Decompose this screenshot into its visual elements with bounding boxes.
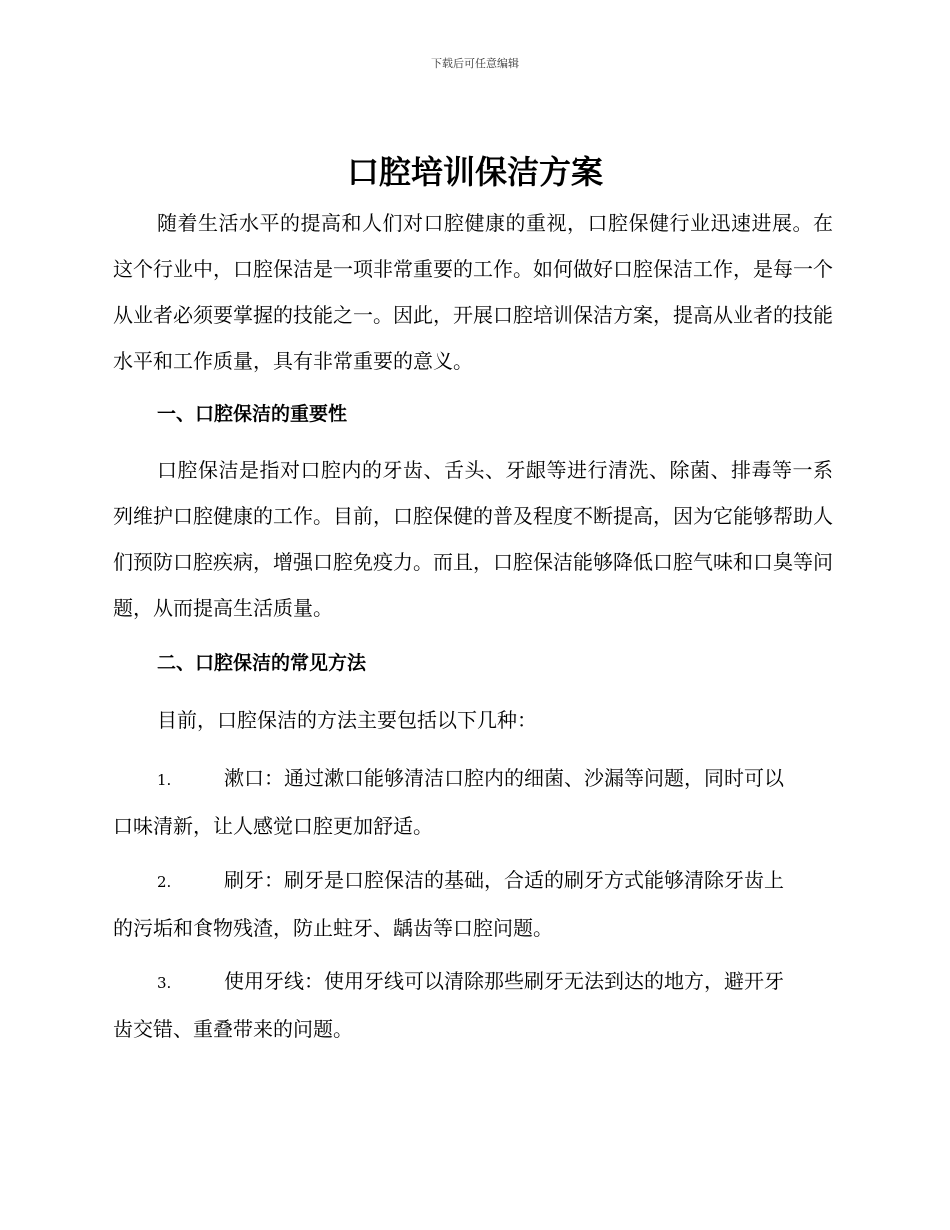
list-item-number: 1. (157, 771, 172, 789)
list-item-continuation: 齿交错、重叠带来的问题。 (113, 1017, 353, 1041)
list-item (113, 857, 833, 951)
list-item-text: 使用牙线：使用牙线可以清除那些刷牙无法到达的地方，避开牙 (224, 969, 784, 993)
header-note: 下载后可任意编辑 (431, 57, 519, 70)
section-2-lead: 目前，口腔保洁的方法主要包括以下几种： (157, 708, 537, 732)
list-item-text: 刷牙：刷牙是口腔保洁的基础，合适的刷牙方式能够清除牙齿上 (224, 868, 784, 892)
list-item-text: 漱口：通过漱口能够清洁口腔内的细菌、沙漏等问题，同时可以 (224, 766, 784, 790)
list-item (113, 755, 833, 849)
section-1-heading: 一、口腔保洁的重要性 (157, 403, 348, 425)
list-item (113, 958, 833, 1052)
section-2-heading: 二、口腔保洁的常见方法 (157, 652, 367, 674)
document-title: 口腔培训保洁方案 (346, 153, 603, 191)
list-item-continuation: 的污垢和食物残渣，防止蛀牙、龋齿等口腔问题。 (113, 916, 553, 940)
list-item-number: 2. (157, 873, 172, 891)
section-1-paragraph: 口腔保洁是指对口腔内的牙齿、舌头、牙龈等进行清洗、除菌、排毒等一系列维护口腔健康的工作。目前，口腔保健的普及程度不断提高，因为它能够帮助人们预防口腔疾病，增强口腔免疫力。而且，口腔保洁能够降低口腔气味和口臭等问题，从而提高生活质量。 (113, 458, 833, 620)
list-item-number: 3. (157, 974, 172, 992)
intro-paragraph: 随着生活水平的提高和人们对口腔健康的重视，口腔保健行业迅速进展。在这个行业中，口腔保洁是一项非常重要的工作。如何做好口腔保洁工作，是每一个从业者必须要掌握的技能之一。因此，开展口腔培训保洁方案，提高从业者的技能水平和工作质量，具有非常重要的意义。 (113, 211, 833, 373)
list-item-continuation: 口味清新，让人感觉口腔更加舒适。 (113, 814, 433, 838)
